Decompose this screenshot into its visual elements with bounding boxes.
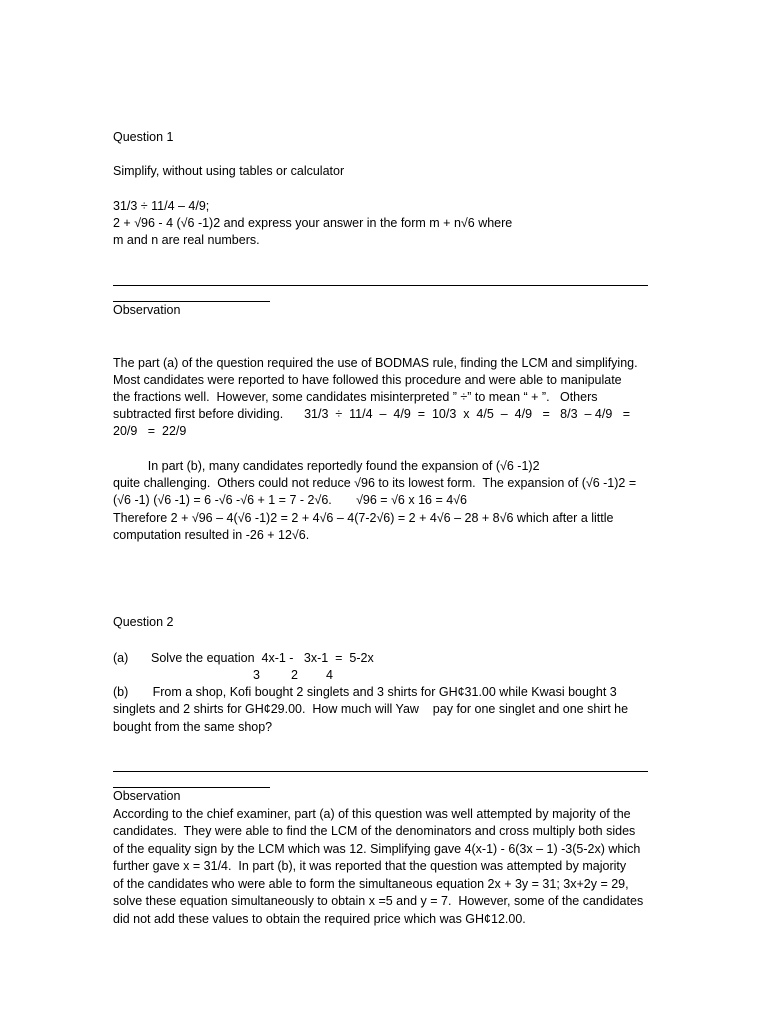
observation-1-line-3: the fractions well. However, some candidates misinterpreted ” ÷” to mean “ + ”. Others	[113, 390, 598, 404]
observation-1-line-5: 20/9 = 22/9	[113, 424, 187, 438]
observation-2-line-4: further gave x = 31/4. In part (b), it was reported that the question was attempted by majority	[113, 859, 627, 873]
question-1-instruction: Simplify, without using tables or calculator	[113, 164, 345, 178]
question-2-observation-heading: Observation	[113, 789, 181, 803]
question-2-part-b-line-2: singlets and 2 shirts for GH¢29.00. How much will Yaw pay for one singlet and one shirt he	[113, 702, 629, 716]
question-1-part-b-line-1: 2 + √96 - 4 (√6 -1)2 and express your answer in the form m + n√6 where	[113, 216, 513, 230]
answer-rule-long	[113, 285, 648, 286]
question-1-part-b-line-2: m and n are real numbers.	[113, 233, 260, 247]
observation-1b-line-5: computation resulted in -26 + 12√6.	[113, 528, 310, 542]
question-2-heading: Question 2	[113, 615, 174, 629]
question-1-heading: Question 1	[113, 130, 174, 144]
question-2-part-a-equation: Solve the equation 4x-1 - 3x-1 = 5-2x	[151, 651, 374, 665]
observation-2-line-2: candidates. They were able to find the LCM of the denominators and cross multiply both sides	[113, 824, 636, 838]
observation-2-line-7: did not add these values to obtain the required price which was GH¢12.00.	[113, 912, 526, 926]
denominator-2: 2	[291, 668, 298, 682]
denominator-3: 4	[326, 668, 333, 682]
answer-rule-long-2	[113, 771, 648, 772]
denominator-1: 3	[253, 668, 260, 682]
observation-2-line-3: of the equality sign by the LCM which was 12. Simplifying gave 4(x-1) - 6(3x – 1) -3(5-2x) which	[113, 842, 641, 856]
question-2-part-b-line-3: bought from the same shop?	[113, 720, 273, 734]
observation-2-line-1: According to the chief examiner, part (a) of this question was well attempted by majority of the	[113, 807, 631, 821]
observation-1b-line-4: Therefore 2 + √96 – 4(√6 -1)2 = 2 + 4√6 – 4(7-2√6) = 2 + 4√6 – 28 + 8√6 which after a little	[113, 511, 614, 525]
question-1-part-a: 31/3 ÷ 11/4 – 4/9;	[113, 199, 210, 213]
observation-1-line-2: Most candidates were reported to have followed this procedure and were able to manipulate	[113, 373, 622, 387]
observation-1-line-4: subtracted first before dividing. 31/3 ÷ 11/4 – 4/9 = 10/3 x 4/5 – 4/9 = 8/3 – 4/9 =	[113, 407, 631, 421]
observation-2-line-6: solve these equation simultaneously to obtain x =5 and y = 7. However, some of the candidates	[113, 894, 644, 908]
observation-1-line-1: The part (a) of the question required the use of BODMAS rule, finding the LCM and simplifying.	[113, 356, 638, 370]
question-2-part-a-label: (a)	[113, 651, 129, 665]
observation-2-line-5: of the candidates who were able to form the simultaneous equation 2x + 3y = 31; 3x+2y = 29,	[113, 877, 629, 891]
question-2-part-b-line-1: (b) From a shop, Kofi bought 2 singlets and 3 shirts for GH¢31.00 while Kwasi bought 3	[113, 685, 617, 699]
observation-1b-line-3: (√6 -1) (√6 -1) = 6 -√6 -√6 + 1 = 7 - 2√6. √96 = √6 x 16 = 4√6	[113, 493, 467, 507]
observation-1b-line-1: In part (b), many candidates reportedly found the expansion of (√6 -1)2	[113, 459, 540, 473]
observation-1b-line-2: quite challenging. Others could not reduce √96 to its lowest form. The expansion of (√6 -1)2 =	[113, 476, 637, 490]
question-1-observation-heading: Observation	[113, 303, 181, 317]
